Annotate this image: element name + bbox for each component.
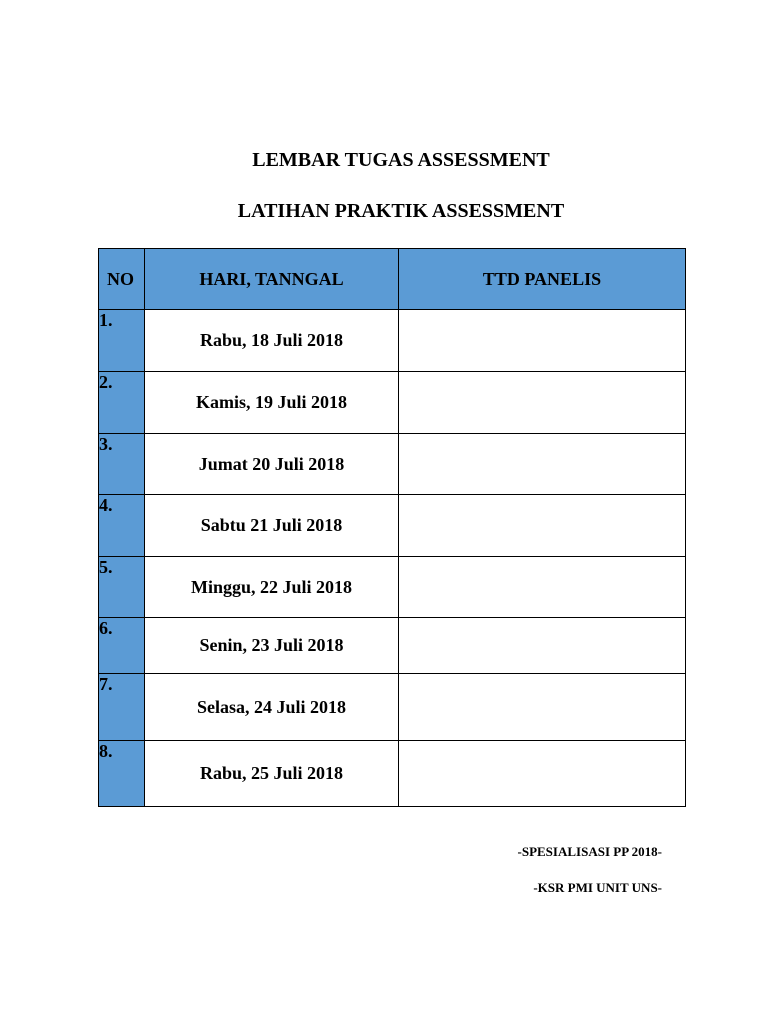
document-title: LEMBAR TUGAS ASSESSMENT [252,149,550,171]
assessment-schedule-table [98,248,686,807]
signature-cell[interactable] [399,434,686,495]
row-date: Kamis, 19 Juli 2018 [145,372,399,434]
row-number: 5. [99,557,145,618]
row-date: Rabu, 25 Juli 2018 [145,741,399,807]
row-number: 2. [99,372,145,434]
footer-specialization: -SPESIALISASI PP 2018- [517,844,662,859]
signature-cell[interactable] [399,495,686,557]
row-date: Senin, 23 Juli 2018 [145,618,399,674]
row-date: Sabtu 21 Juli 2018 [145,495,399,557]
row-number: 7. [99,674,145,741]
signature-cell[interactable] [399,372,686,434]
signature-cell[interactable] [399,741,686,807]
row-date: Jumat 20 Juli 2018 [145,434,399,495]
signature-cell[interactable] [399,310,686,372]
row-number: 4. [99,495,145,557]
row-number: 3. [99,434,145,495]
signature-cell[interactable] [399,618,686,674]
row-number: 1. [99,310,145,372]
table-row [99,495,686,557]
table-row [99,674,686,741]
row-date: Rabu, 18 Juli 2018 [145,310,399,372]
table-row [99,310,686,372]
row-number: 8. [99,741,145,807]
row-date: Selasa, 24 Juli 2018 [145,674,399,741]
table-row [99,434,686,495]
column-header-no: NO [99,249,145,310]
table-row [99,372,686,434]
table-header-row [99,249,686,310]
table-row [99,618,686,674]
signature-cell[interactable] [399,557,686,618]
column-header-signature: TTD PANELIS [399,249,686,310]
row-number: 6. [99,618,145,674]
table-row [99,741,686,807]
document-subtitle: LATIHAN PRAKTIK ASSESSMENT [237,200,565,222]
signature-cell[interactable] [399,674,686,741]
column-header-date: HARI, TANNGAL [145,249,399,310]
row-date: Minggu, 22 Juli 2018 [145,557,399,618]
table-row [99,557,686,618]
footer-organization: -KSR PMI UNIT UNS- [533,880,662,895]
